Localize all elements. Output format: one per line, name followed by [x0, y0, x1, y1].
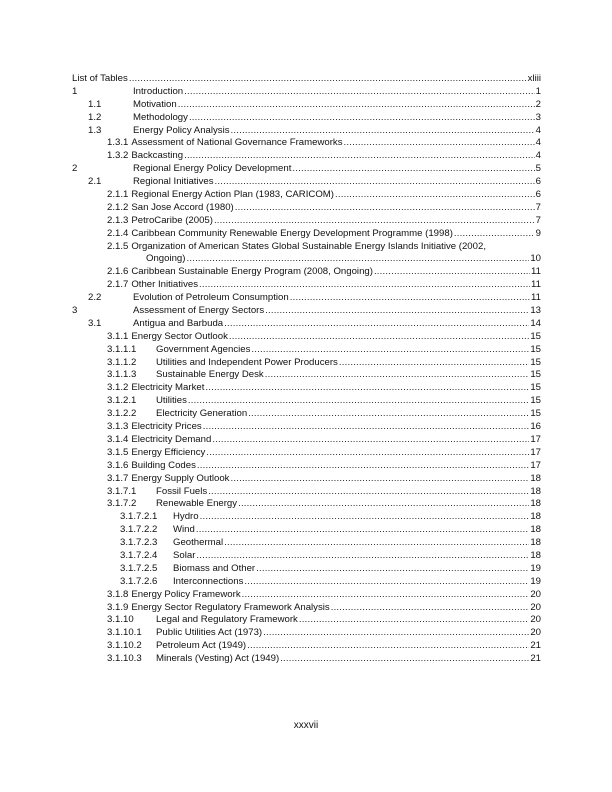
- entry-number: 3.1.3: [107, 421, 129, 433]
- entry-line: [156, 395, 541, 408]
- entry-title: Energy Efficiency: [131, 446, 206, 458]
- toc-entry[interactable]: [72, 382, 541, 395]
- leader-dots: [178, 99, 535, 112]
- toc-entry[interactable]: [72, 395, 541, 408]
- entry-line: [107, 215, 541, 228]
- leader-dots: [263, 627, 529, 640]
- entry-page: 15: [530, 395, 541, 407]
- toc-entry[interactable]: [72, 550, 541, 563]
- toc-entry-continuation[interactable]: [72, 253, 541, 266]
- leader-dots: [224, 537, 529, 550]
- entry-number: 3.1.7.1: [107, 485, 137, 497]
- toc-entry[interactable]: [72, 357, 541, 370]
- leader-dots: [244, 576, 529, 589]
- leader-dots: [188, 395, 529, 408]
- entry-number: 2.1.3: [107, 214, 129, 226]
- entry-title: Other Initiatives: [131, 279, 198, 291]
- entry-page: 18: [530, 537, 541, 549]
- entry-line: [107, 473, 541, 486]
- entry-page: 13: [530, 305, 541, 317]
- leader-dots: [184, 150, 535, 163]
- entry-number: 3: [72, 305, 78, 317]
- leader-dots: [206, 447, 529, 460]
- leader-dots: [331, 602, 530, 615]
- entry-title: Energy Sector Regulatory Framework Analysis: [131, 601, 330, 613]
- entry-number: 3.1.10.3: [107, 653, 142, 665]
- leader-dots: [129, 73, 527, 86]
- toc-entry[interactable]: [72, 176, 541, 189]
- entry-page: 20: [530, 614, 541, 626]
- entry-title-continued: Ongoing): [146, 253, 186, 265]
- entry-page: 18: [530, 511, 541, 523]
- entry-number: 3.1.2.1: [107, 395, 137, 407]
- leader-dots: [235, 202, 535, 215]
- toc-entry[interactable]: [72, 498, 541, 511]
- entry-title: Wind: [173, 524, 195, 536]
- entry-line: [173, 576, 541, 589]
- toc-entry[interactable]: [72, 511, 541, 524]
- entry-line: [173, 563, 541, 576]
- entry-number: 3.1.7.2.3: [120, 537, 158, 549]
- entry-line: [133, 305, 541, 318]
- entry-number: 3.1.7.2.5: [120, 562, 158, 574]
- leader-dots: [335, 189, 535, 202]
- entry-title: Organization of American States Global Sustainable Energy Islands Initiative (2002,: [131, 240, 486, 252]
- entry-title: Energy Policy Framework: [131, 588, 241, 600]
- leader-dots: [231, 125, 535, 138]
- entry-number: 3.1.10.1: [107, 627, 142, 639]
- leader-dots: [184, 86, 535, 99]
- entry-line: [156, 498, 541, 511]
- toc-entry[interactable]: [72, 112, 541, 125]
- toc-entry[interactable]: [72, 125, 541, 138]
- entry-number: 3.1.2: [107, 382, 129, 394]
- entry-line: [107, 279, 541, 292]
- entry-title: Evolution of Petroleum Consumption: [133, 292, 289, 304]
- entry-number: 3.1: [88, 317, 102, 329]
- entry-page: 20: [530, 601, 541, 613]
- entry-title: Electricity Prices: [131, 421, 202, 433]
- leader-dots: [280, 653, 529, 666]
- entry-page: 17: [530, 433, 541, 445]
- entry-page: 3: [535, 111, 541, 123]
- entry-line: [107, 434, 541, 447]
- entry-page: 21: [530, 653, 541, 665]
- entry-line: [156, 357, 541, 370]
- entry-title: Utilities: [156, 395, 187, 407]
- entry-title: Caribbean Community Renewable Energy Development Programme (1998): [131, 227, 453, 239]
- entry-number: 1.1: [88, 98, 102, 110]
- entry-number: 3.1.7.2.4: [120, 549, 158, 561]
- entry-line: [107, 460, 541, 473]
- entry-number: 2.1.4: [107, 227, 129, 239]
- entry-page: 4: [535, 137, 541, 149]
- toc-entry[interactable]: [72, 460, 541, 473]
- entry-number: 3.1.10: [107, 614, 134, 626]
- entry-page: 21: [530, 640, 541, 652]
- entry-title: Electricity Demand: [131, 433, 212, 445]
- entry-title: Public Utilities Act (1973): [156, 627, 263, 639]
- entry-title: Solar: [173, 549, 196, 561]
- entry-title: Electricity Market: [131, 382, 205, 394]
- toc-entry[interactable]: [72, 653, 541, 666]
- leader-dots: [242, 589, 530, 602]
- entry-line: [133, 163, 541, 176]
- entry-line: [133, 292, 541, 305]
- toc-entry[interactable]: [72, 318, 541, 331]
- leader-dots: [224, 318, 529, 331]
- leader-dots: [251, 344, 529, 357]
- entry-line: [107, 447, 541, 460]
- toc-entry[interactable]: [72, 202, 541, 215]
- entry-page: 10: [530, 253, 541, 265]
- leader-dots: [230, 473, 529, 486]
- entry-title: Utilities and Independent Power Producers: [156, 356, 338, 368]
- leader-dots: [186, 253, 529, 266]
- entry-page: 7: [535, 201, 541, 213]
- toc-entry[interactable]: [72, 99, 541, 112]
- entry-line: [156, 627, 541, 640]
- entry-page: 20: [530, 627, 541, 639]
- toc-entry[interactable]: [72, 369, 541, 382]
- leader-dots: [212, 434, 529, 447]
- toc-entry[interactable]: [72, 602, 541, 615]
- entry-number: 1.3: [88, 124, 102, 136]
- toc-entry[interactable]: [72, 421, 541, 434]
- entry-title: Interconnections: [173, 575, 244, 587]
- entry-number: 3.1.7.2.2: [120, 524, 158, 536]
- leader-dots: [454, 228, 535, 241]
- entry-title: Assessment of Energy Sectors: [133, 305, 265, 317]
- entry-title: Electricity Generation: [156, 408, 248, 420]
- entry-page: 9: [535, 227, 541, 239]
- entry-line: [107, 602, 541, 615]
- entry-page: 18: [530, 524, 541, 536]
- entry-title: Hydro: [173, 511, 199, 523]
- entry-line: [156, 344, 541, 357]
- leader-dots: [248, 408, 529, 421]
- entry-title: Caribbean Sustainable Energy Program (2008, Ongoing): [131, 266, 373, 278]
- entry-number: 3.1.7.2.1: [120, 511, 158, 523]
- entry-title: San Jose Accord (1980): [131, 201, 234, 213]
- entry-line: [156, 640, 541, 653]
- entry-number: 1.2: [88, 111, 102, 123]
- entry-line: [133, 318, 541, 331]
- entry-page: 15: [530, 369, 541, 381]
- leader-dots: [214, 215, 535, 228]
- entry-page: 15: [530, 356, 541, 368]
- entry-page: 6: [535, 176, 541, 188]
- toc-entry[interactable]: [72, 331, 541, 344]
- entry-title: Energy Sector Outlook: [131, 330, 228, 342]
- entry-number: 3.1.7.2.6: [120, 575, 158, 587]
- entry-title: Legal and Regulatory Framework: [156, 614, 298, 626]
- leader-dots: [265, 305, 529, 318]
- entry-line: [156, 369, 541, 382]
- entry-line: [133, 99, 541, 112]
- toc-entry[interactable]: [72, 266, 541, 279]
- entry-title: Regional Initiatives: [133, 176, 214, 188]
- entry-title: Assessment of National Governance Frameworks: [131, 137, 343, 149]
- entry-page: 16: [530, 421, 541, 433]
- entry-number: 2.1.7: [107, 279, 129, 291]
- entry-title: Antigua and Barbuda: [133, 317, 224, 329]
- toc-entry[interactable]: [72, 137, 541, 150]
- toc-entry[interactable]: [72, 486, 541, 499]
- entry-number: 2.1.6: [107, 266, 129, 278]
- toc-entry[interactable]: [72, 563, 541, 576]
- entry-page: 15: [530, 408, 541, 420]
- toc-entry[interactable]: [72, 292, 541, 305]
- entry-page: 18: [530, 472, 541, 484]
- entry-number: 2: [72, 163, 78, 175]
- leader-dots: [290, 292, 530, 305]
- entry-line: [133, 125, 541, 138]
- entry-line: [107, 589, 541, 602]
- entry-number: 3.1.4: [107, 433, 129, 445]
- leader-dots: [339, 357, 529, 370]
- entry-line: [107, 202, 541, 215]
- page-number: xxxvii: [293, 720, 319, 731]
- table-of-contents: [72, 73, 541, 666]
- entry-line: [146, 253, 541, 266]
- entry-line: [107, 421, 541, 434]
- entry-number: 2.1.1: [107, 189, 129, 201]
- entry-page: 1: [535, 85, 541, 97]
- entry-page: 20: [530, 588, 541, 600]
- leader-dots: [199, 279, 530, 292]
- toc-entry[interactable]: [72, 86, 541, 99]
- entry-title: Introduction: [133, 85, 184, 97]
- entry-page: 4: [535, 150, 541, 162]
- entry-title: Methodology: [133, 111, 188, 123]
- leader-dots: [189, 112, 535, 125]
- entry-title: Fossil Fuels: [156, 485, 208, 497]
- toc-entry[interactable]: [72, 163, 541, 176]
- leader-dots: [229, 331, 529, 344]
- entry-page: 17: [530, 459, 541, 471]
- entry-page: 19: [530, 575, 541, 587]
- leader-dots: [196, 524, 529, 537]
- entry-title: Geothermal: [173, 537, 224, 549]
- entry-number: 2.1: [88, 176, 102, 188]
- entry-line: [133, 176, 541, 189]
- entry-page: 11: [531, 279, 541, 291]
- leader-dots: [203, 421, 530, 434]
- entry-title: Building Codes: [131, 459, 196, 471]
- leader-dots: [256, 563, 529, 576]
- toc-entry[interactable]: [72, 408, 541, 421]
- entry-number: 2.1.2: [107, 201, 129, 213]
- entry-number: 3.1.6: [107, 459, 129, 471]
- entry-page: 17: [530, 446, 541, 458]
- toc-entry[interactable]: [72, 537, 541, 550]
- entry-page: xliii: [527, 73, 541, 84]
- toc-entry[interactable]: [72, 434, 541, 447]
- entry-line: [107, 150, 541, 163]
- entry-title: Biomass and Other: [173, 562, 256, 574]
- entry-title: Energy Policy Analysis: [133, 124, 230, 136]
- entry-title: Motivation: [133, 98, 177, 110]
- entry-title: Minerals (Vesting) Act (1949): [156, 653, 280, 665]
- leader-dots: [247, 640, 529, 653]
- toc-entry[interactable]: [72, 189, 541, 202]
- leader-dots: [196, 550, 529, 563]
- entry-line: [156, 486, 541, 499]
- toc-entry[interactable]: [72, 215, 541, 228]
- entry-number: 1.3.1: [107, 137, 129, 149]
- entry-page: 6: [535, 189, 541, 201]
- leader-dots: [197, 460, 529, 473]
- entry-page: 5: [535, 163, 541, 175]
- toc-entry[interactable]: [72, 473, 541, 486]
- entry-number: 3.1.1.3: [107, 369, 137, 381]
- entry-line: [107, 382, 541, 395]
- toc-entry[interactable]: [72, 627, 541, 640]
- entry-page: 15: [530, 343, 541, 355]
- entry-line: [107, 331, 541, 344]
- leader-dots: [208, 486, 529, 499]
- toc-entry[interactable]: [72, 241, 541, 254]
- entry-page: 14: [530, 317, 541, 329]
- toc-entry[interactable]: [72, 524, 541, 537]
- entry-number: 3.1.8: [107, 588, 129, 600]
- entry-page: 2: [535, 98, 541, 110]
- entry-line: [107, 266, 541, 279]
- entry-number: 3.1.1.1: [107, 343, 137, 355]
- entry-page: 11: [531, 292, 541, 304]
- entry-line: [107, 241, 541, 254]
- entry-title: Renewable Energy: [156, 498, 238, 510]
- entry-page: 18: [530, 549, 541, 561]
- entry-title: Petroleum Act (1949): [156, 640, 247, 652]
- entry-line: [173, 524, 541, 537]
- entry-number: 3.1.9: [107, 601, 129, 613]
- leader-dots: [292, 163, 534, 176]
- leader-dots: [238, 498, 529, 511]
- entry-number: 3.1.7.2: [107, 498, 137, 510]
- entry-line: [72, 73, 541, 86]
- toc-entry[interactable]: [72, 150, 541, 163]
- toc-entry[interactable]: [72, 279, 541, 292]
- entry-line: [156, 408, 541, 421]
- entry-page: 18: [530, 485, 541, 497]
- entry-line: [107, 137, 541, 150]
- entry-page: 11: [531, 266, 541, 278]
- entry-number: 3.1.1.2: [107, 356, 137, 368]
- entry-page: 18: [530, 498, 541, 510]
- entry-page: 15: [530, 382, 541, 394]
- toc-entry[interactable]: [72, 447, 541, 460]
- entry-line: [173, 511, 541, 524]
- leader-dots: [265, 369, 530, 382]
- entry-number: 3.1.5: [107, 446, 129, 458]
- toc-entry[interactable]: [72, 589, 541, 602]
- entry-title: Sustainable Energy Desk: [156, 369, 264, 381]
- entry-line: [156, 653, 541, 666]
- entry-page: 15: [530, 330, 541, 342]
- entry-title: Government Agencies: [156, 343, 251, 355]
- entry-line: [173, 537, 541, 550]
- entry-page: 19: [530, 562, 541, 574]
- toc-entry[interactable]: [72, 614, 541, 627]
- toc-entry[interactable]: [72, 228, 541, 241]
- entry-number: 2.2: [88, 292, 102, 304]
- entry-title: Backcasting: [131, 150, 184, 162]
- leader-dots: [344, 137, 535, 150]
- entry-title: PetroCaribe (2005): [131, 214, 213, 226]
- leader-dots: [374, 266, 530, 279]
- entry-number: 3.1.10.2: [107, 640, 142, 652]
- entry-number: 2.1.5: [107, 240, 129, 252]
- entry-number: 3.1.7: [107, 472, 129, 484]
- toc-entry[interactable]: [72, 640, 541, 653]
- entry-title: List of Tables: [72, 73, 128, 84]
- entry-title: Regional Energy Policy Development: [133, 163, 292, 175]
- entry-number: 1: [72, 85, 78, 97]
- entry-line: [133, 112, 541, 125]
- entry-title: Regional Energy Action Plan (1983, CARICOM): [131, 189, 334, 201]
- toc-entry[interactable]: [72, 576, 541, 589]
- entry-number: 1.3.2: [107, 150, 129, 162]
- toc-entry[interactable]: [72, 305, 541, 318]
- leader-dots: [299, 614, 529, 627]
- leader-dots: [215, 176, 535, 189]
- entry-number: 3.1.2.2: [107, 408, 137, 420]
- toc-entry[interactable]: [72, 344, 541, 357]
- entry-line: [133, 86, 541, 99]
- entry-line: [156, 614, 541, 627]
- entry-line: [107, 228, 541, 241]
- entry-page: 7: [535, 214, 541, 226]
- entry-number: 3.1.1: [107, 330, 129, 342]
- leader-dots: [205, 382, 529, 395]
- entry-page: 4: [535, 124, 541, 136]
- entry-title: Energy Supply Outlook: [131, 472, 230, 484]
- leader-dots: [200, 511, 530, 524]
- entry-line: [107, 189, 541, 202]
- toc-entry[interactable]: [72, 73, 541, 86]
- entry-line: [173, 550, 541, 563]
